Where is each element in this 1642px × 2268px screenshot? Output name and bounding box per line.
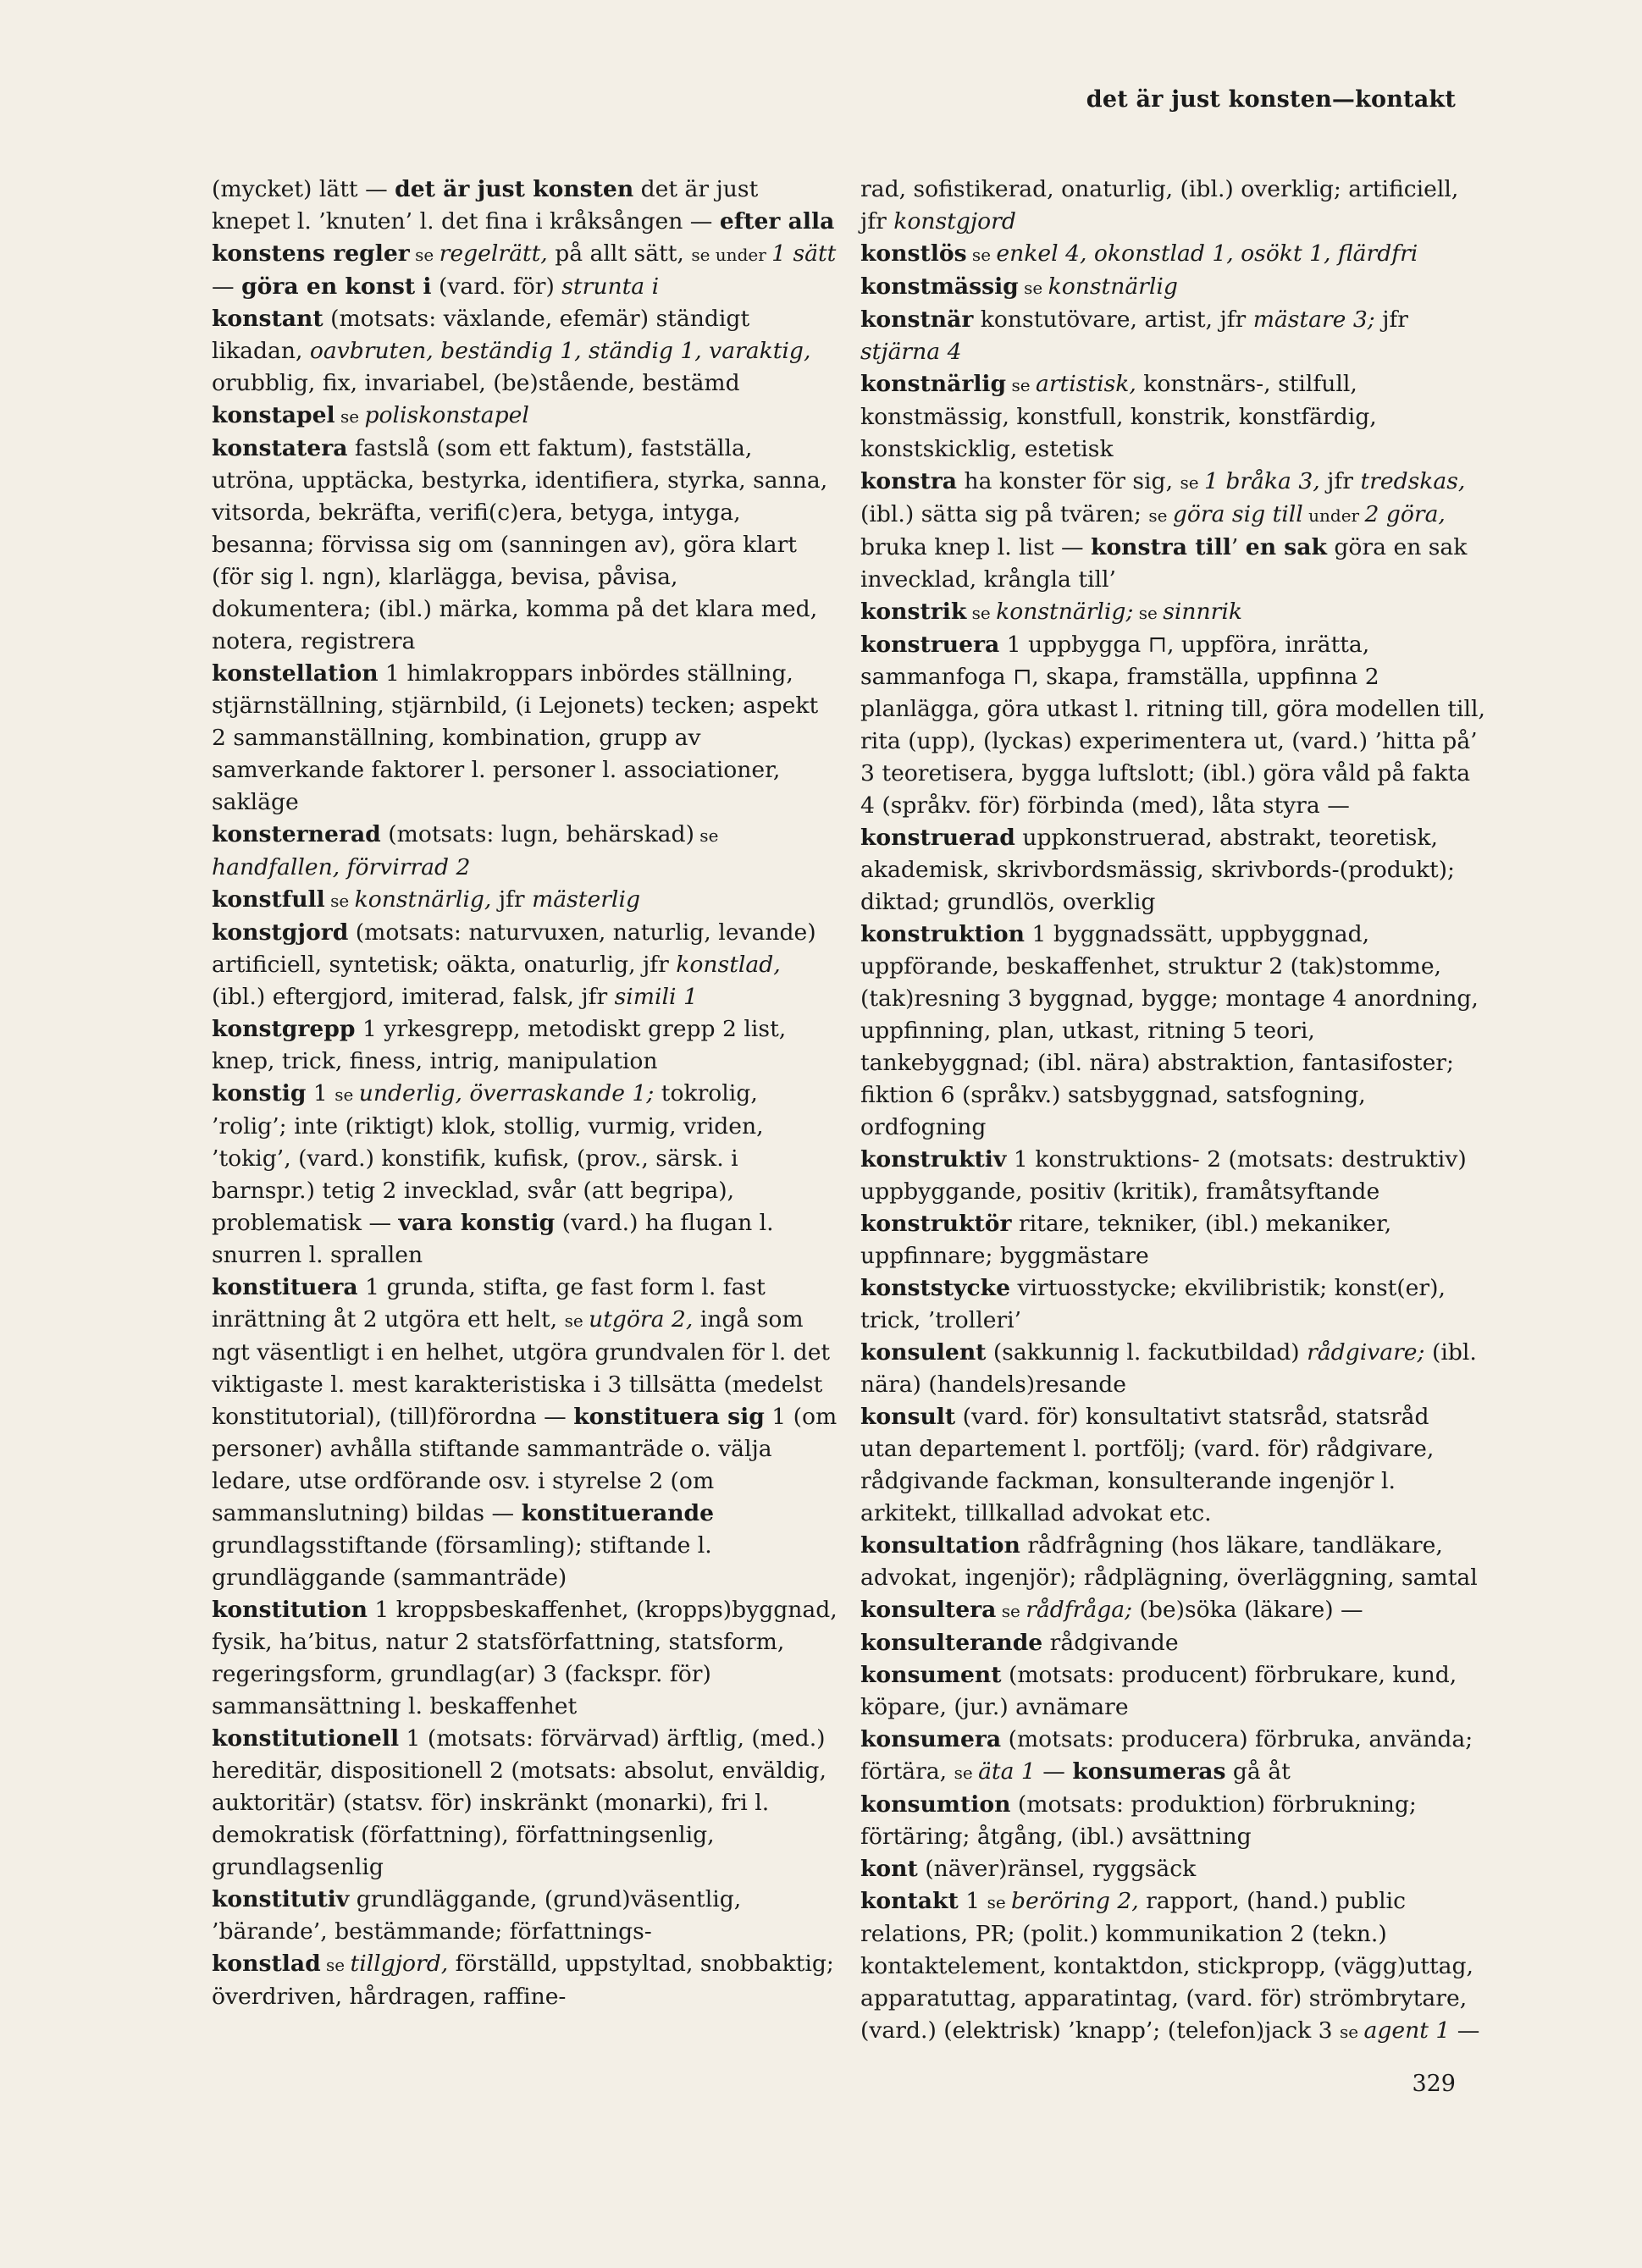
entry-text: 2 göra,: [1364, 501, 1446, 527]
entry-text: se: [409, 245, 440, 265]
entry-text: (motsats: lugn, behärskad): [380, 821, 694, 847]
entry-text: 1 kroppsbeskaffenhet, (kropps)byggnad, fysik, ha’bitus, natur 2 statsförfattning, statsform, regeringsform, grundlag(ar) 3 (fackspr. för) sammansättning l. beskaffenhet: [212, 1597, 838, 1719]
entry-text: se: [334, 1084, 359, 1105]
entry-headword: konstatera: [212, 435, 348, 461]
entry-text: göra sig till: [1172, 501, 1303, 527]
entry-headword: konstitutionell: [212, 1725, 400, 1752]
entry-headword: konstlös: [860, 240, 967, 267]
entry-text: rådfråga;: [1026, 1597, 1133, 1623]
entry-text: se: [1018, 278, 1048, 298]
entry-headword: konstituera: [212, 1274, 358, 1300]
entry-text: rådgivande: [1042, 1630, 1179, 1656]
entry-text: konstituerande: [521, 1500, 715, 1526]
entry-text: orubblig, fix, invariabel, (be)stående, bestämd: [212, 370, 740, 396]
dictionary-entry: [212, 1272, 838, 1594]
entry-headword: konstig: [212, 1080, 307, 1106]
dictionary-entry: [860, 238, 1487, 271]
dictionary-entry: [860, 466, 1487, 596]
right-column: [860, 174, 1487, 2048]
entry-text: (motsats: producera) förbruka, använda; förtära,: [860, 1726, 1473, 1785]
entry-text: rapport, (hand.) public relations, PR; (polit.) kommunikation 2 (tekn.) kontaktelement, kontaktdon, stickpropp, (vägg)uttag, apparatuttag, apparatintag, (vard. för) strömbrytare, (vard.) (elektrisk) ’knapp’; (telefon)jack 3: [860, 1888, 1473, 2044]
entry-text: tillgjord,: [350, 1951, 449, 1977]
entry-text: (näver)ränsel, ryggsäck: [917, 1856, 1197, 1882]
entry-text: poliskonstapel: [364, 402, 529, 428]
entry-text: konstnärlig: [1048, 273, 1178, 300]
entry-headword: konstant: [212, 306, 323, 332]
dictionary-entry: [860, 1401, 1487, 1530]
entry-text: fastslå (som ett faktum), fastställa, utröna, upptäcka, bestyrka, identifiera, styrka, sanna, vitsorda, bekräfta, verifi(c)era, betyga, intyga, besanna; förvissa sig om (sanningen av), göra klart (för sig l. ngn), klarlägga, bevisa, påvisa, dokumentera; (ibl.) märka, komma på det klara med, notera, registrera: [212, 435, 828, 654]
entry-text: bruka knep l. list —: [860, 534, 1092, 560]
entry-text: oavbruten, beständig 1, ständig 1, varaktig,: [309, 338, 811, 364]
entry-text: utgöra 2,: [589, 1306, 694, 1333]
entry-text: göra en konst i: [241, 273, 432, 300]
entry-text: virtuosstycke; ekvilibristik; konst(er), trick, ’trolleri’: [860, 1275, 1446, 1333]
dictionary-entry: [212, 433, 838, 658]
entry-headword: konstnärlig: [860, 371, 1007, 397]
entry-headword: konstruera: [860, 632, 1000, 658]
dictionary-entry: [860, 304, 1487, 368]
entry-text: se: [1006, 375, 1036, 395]
entry-text: konstnärs-, stilfull, konstmässig, konstfull, konstrik, konstfärdig, konstskicklig, estetisk: [860, 371, 1377, 462]
entry-headword: konsument: [860, 1662, 1002, 1688]
entry-text: (motsats: producent) förbrukare, kund, köpare, (jur.) avnämare: [860, 1662, 1457, 1720]
left-column: [212, 174, 838, 2013]
entry-text: se: [694, 825, 719, 846]
dictionary-entry: [212, 1723, 838, 1884]
entry-text: 1 byggnadssätt, uppbyggnad, uppförande, beskaffenhet, struktur 2 (tak)stomme, (tak)resning 3 byggnad, bygge; montage 4 anordning, uppfinning, plan, utkast, ritning 5 teori, tankebyggnad; (ibl. nära) abstraktion, fantasifoster; fiktion 6 (språkv.) satsbyggnad, satsfogning, ordfogning: [860, 921, 1479, 1140]
entry-text: gå åt: [1225, 1758, 1291, 1785]
dictionary-entry: [860, 1144, 1487, 1208]
dictionary-entry: [860, 1337, 1487, 1401]
entry-text: det är just knepet l. ’knuten’ l. det fina i kråksången —: [212, 176, 759, 235]
entry-text: konsumeras: [1072, 1758, 1226, 1785]
entry-text: en sak: [1245, 534, 1327, 560]
entry-text: 1 bråka 3,: [1203, 468, 1320, 494]
entry-text: (ibl. nära) (handels)resande: [860, 1339, 1477, 1398]
entry-text: stjärna 4: [860, 339, 962, 365]
entry-headword: konstmässig: [860, 273, 1019, 300]
entry-text: vara konstig: [398, 1210, 556, 1236]
entry-text: (vard. för) konsultativt statsråd, statsråd utan departement l. portfölj; (vard. för) rådgivare, rådgivande fackman, konsulterande ingenjör l. arkitekt, tillkallad advokat etc.: [860, 1404, 1435, 1526]
entry-text: (vard. för): [431, 273, 562, 300]
entry-text: —: [212, 273, 242, 300]
entry-headword: konstlad: [212, 1951, 321, 1977]
dictionary-entry: [860, 1530, 1487, 1594]
entry-headword: konsumtion: [860, 1791, 1011, 1818]
dictionary-entry: [212, 1948, 838, 2013]
dictionary-entry: [212, 1594, 838, 1723]
entry-text: strunta i: [561, 273, 660, 300]
dictionary-entry: [212, 1078, 838, 1272]
entry-text: (motsats: naturvuxen, naturlig, levande) artificiell, syntetisk; oäkta, onaturlig, jfr: [212, 919, 816, 978]
dictionary-entry: [860, 1885, 1487, 2048]
dictionary-entry: [860, 1659, 1487, 1724]
entry-text: på allt sätt,: [547, 240, 692, 267]
entry-text: se: [1180, 472, 1204, 493]
entry-text: 1: [306, 1080, 335, 1106]
entry-text: 1 sätt: [771, 240, 837, 267]
dictionary-entry: [212, 884, 838, 917]
entry-text: artistisk,: [1035, 371, 1136, 397]
entry-text: rad, sofistikerad, onaturlig, (ibl.) overklig; artificiell, jfr: [860, 176, 1459, 235]
entry-text: 1 (motsats: förvärvad) ärftlig, (med.) hereditär, dispositionell 2 (motsats: absolut, enväldig, auktoritär) (statsv. för) inskränkt (monarki), fri l. demokratisk (författning), författningsenlig, grundlagsenlig: [212, 1725, 827, 1880]
dictionary-entry: [212, 400, 838, 433]
entry-headword: konstrik: [860, 599, 967, 625]
entry-text: ritare, tekniker, (ibl.) mekaniker, uppfinnare; byggmästare: [860, 1211, 1392, 1269]
entry-text: 1 himlakroppars inbördes ställning, stjärnställning, stjärnbild, (i Lejonets) tecken; aspekt 2 sammanställning, kombination, grupp av samverkande faktorer l. personer l. associationer, sakläge: [212, 660, 819, 815]
entry-text: 1 konstruktions- 2 (motsats: destruktiv) uppbyggande, positiv (kritik), framåtsyftande: [860, 1146, 1467, 1205]
dictionary-entry: [860, 368, 1487, 466]
entry-text: se: [324, 891, 355, 911]
entry-text: sinnrik: [1163, 599, 1242, 625]
dictionary-entry: [212, 819, 838, 884]
entry-headword: kont: [860, 1856, 918, 1882]
entry-text: se: [334, 406, 365, 427]
entry-text: jfr: [1319, 468, 1361, 494]
entry-text: under: [1302, 505, 1365, 526]
entry-text: konstlad,: [676, 952, 781, 978]
entry-text: konstnärlig;: [996, 599, 1134, 625]
entry-text: 1 grunda, stifta, ge fast form l. fast inrättning åt 2 utgöra ett helt,: [212, 1274, 766, 1333]
dictionary-entry: [860, 271, 1487, 304]
entry-text: grundlagsstiftande (församling); stiftande l. grundläggande (sammanträde): [212, 1532, 712, 1591]
entry-text: jfr: [491, 886, 533, 913]
entry-text: konstgjord: [893, 208, 1016, 235]
entry-headword: konstra: [860, 468, 957, 494]
entry-headword: konsternerad: [212, 821, 381, 847]
entry-text: se: [1133, 603, 1164, 623]
entry-text: se under: [691, 245, 772, 265]
entry-headword: konstruktör: [860, 1211, 1012, 1237]
entry-headword: konststycke: [860, 1275, 1011, 1301]
entry-headword: kontakt: [860, 1888, 959, 1914]
entry-text: ingå som ngt väsentligt i en helhet, utgöra grundvalen för l. det viktigaste l. mest karakteristiska i 3 tillsätta (medelst konstitutorial), (till)förordna —: [212, 1306, 831, 1430]
entry-text: —: [1450, 2017, 1480, 2044]
entry-headword: konsultation: [860, 1532, 1020, 1559]
entry-text: enkel 4, okonstlad 1, osökt 1, flärdfri: [996, 240, 1418, 267]
entry-text: se: [966, 603, 997, 623]
entry-text: se: [564, 1311, 589, 1331]
dictionary-entry: [860, 919, 1487, 1144]
entry-headword: konstruktiv: [860, 1146, 1007, 1173]
entry-text: se: [966, 245, 997, 265]
dictionary-entry: [212, 1884, 838, 1948]
entry-text: tredskas,: [1360, 468, 1466, 494]
entry-text: 1 uppbygga ⊓, uppföra, inrätta, sammanfoga ⊓, skapa, framställa, uppfinna 2 planlägga, göra utkast l. ritning till, göra modellen till, rita (upp), (lyckas) experimentera ut, (vard.) ’hitta på’ 3 teoretisera, bygga luftslott; (ibl.) göra våld på fakta 4 (språkv. för) förbinda (med), låta styra —: [860, 632, 1486, 819]
entry-text: tokrolig, ’rolig’; inte (riktigt) klok, stollig, vurmig, vriden, ’tokig’, (vard.) konstifik, kufisk, (prov., särsk. i barnspr.) tetig 2 invecklad, svår (att begripa), problematisk —: [212, 1080, 764, 1236]
entry-text: det är just konsten: [395, 176, 634, 202]
entry-text: (mycket) lätt —: [212, 176, 395, 202]
entry-text: mästare 3;: [1252, 306, 1375, 333]
entry-text: efter alla konstens regler: [212, 208, 835, 267]
entry-text: se: [320, 1955, 351, 1975]
dictionary-entry: [860, 1272, 1487, 1337]
entry-text: beröring 2,: [1011, 1888, 1139, 1914]
entry-text: (ibl.) eftergjord, imiterad, falsk, jfr: [212, 984, 615, 1010]
entry-text: grundläggande, (grund)väsentlig, ’bärande’, bestämmande; författnings-: [212, 1886, 742, 1945]
entry-text: göra en sak invecklad, krångla till’: [860, 534, 1468, 593]
entry-headword: konsulent: [860, 1339, 987, 1366]
entry-text: (be)söka (läkare) —: [1132, 1597, 1363, 1623]
entry-text: (ibl.) sätta sig på tvären;: [860, 501, 1149, 527]
entry-text: rådgivare;: [1307, 1339, 1425, 1366]
entry-text: konstituera sig: [573, 1404, 765, 1430]
entry-headword: konsultera: [860, 1597, 997, 1623]
entry-headword: konsult: [860, 1404, 956, 1430]
page-number: 329: [1412, 2071, 1456, 2097]
dictionary-entry: [212, 917, 838, 1013]
entry-text: konsulterande: [860, 1630, 1043, 1656]
entry-text: regelrätt,: [439, 240, 548, 267]
entry-text: underlig, överraskande 1;: [358, 1080, 655, 1106]
entry-text: handfallen, förvirrad 2: [212, 854, 471, 880]
entry-text: (motsats: produktion) förbrukning; förtäring; åtgång, (ibl.) avsättning: [860, 1791, 1417, 1850]
entry-text: se: [996, 1601, 1026, 1621]
entry-headword: konstellation: [212, 660, 379, 687]
entry-text: 1 (om personer) avhålla stiftande sammanträde o. välja ledare, utse ordförande osv. i styrelse 2 (om sammanslutning) bildas —: [212, 1404, 838, 1526]
entry-text: konstnärlig,: [354, 886, 492, 913]
entry-text: (vard.) ha flugan l. snurren l. sprallen: [212, 1210, 774, 1268]
entry-continuation: [212, 174, 838, 303]
entry-text: ’: [1230, 534, 1246, 560]
entry-text: rådfrågning (hos läkare, tandläkare, advokat, ingenjör); rådplägning, överläggning, samtal: [860, 1532, 1478, 1591]
entry-text: se: [987, 1892, 1012, 1912]
entry-continuation: [860, 174, 1487, 238]
dictionary-entry: [860, 629, 1487, 919]
entry-text: —: [1035, 1758, 1073, 1785]
entry-text: se: [1340, 2022, 1364, 2042]
entry-text: förställd, uppstyltad, snobbaktig; överdriven, hårdragen, raffine-: [212, 1951, 834, 2010]
entry-text: (motsats: växlande, efemär) ständigt likadan,: [212, 306, 750, 364]
entry-text: se: [1148, 505, 1173, 526]
running-head: det är just konsten—kontakt: [1086, 86, 1456, 113]
entry-text: 1 yrkesgrepp, metodiskt grepp 2 list, knep, trick, finess, intrig, manipulation: [212, 1016, 787, 1074]
dictionary-entry: [860, 1724, 1487, 1789]
dictionary-entry: [212, 658, 838, 819]
dictionary-entry: [212, 303, 838, 400]
entry-text: simili 1: [614, 984, 698, 1010]
entry-text: äta 1: [978, 1758, 1036, 1785]
entry-headword: konstnär: [860, 306, 974, 333]
dictionary-entry: [212, 1013, 838, 1078]
dictionary-entry: [860, 596, 1487, 629]
entry-text: se: [954, 1763, 979, 1783]
entry-headword: konsumera: [860, 1726, 1002, 1752]
entry-text: 1: [958, 1888, 987, 1914]
entry-headword: konstitution: [212, 1597, 368, 1623]
dictionary-entry: [860, 1208, 1487, 1272]
entry-headword: konstitutiv: [212, 1886, 350, 1912]
dictionary-entry: [860, 1853, 1487, 1885]
entry-text: konstra till: [1091, 534, 1231, 560]
entry-text: (sakkunnig l. fackutbildad): [986, 1339, 1308, 1366]
entry-text: agent 1: [1363, 2017, 1451, 2044]
entry-headword: konstapel: [212, 402, 335, 428]
entry-headword: konstgrepp: [212, 1016, 356, 1042]
entry-headword: konstgjord: [212, 919, 349, 946]
entry-text: uppkonstruerad, abstrakt, teoretisk, akademisk, skrivbordsmässig, skrivbords-(produkt); diktad; grundlös, overklig: [860, 825, 1456, 915]
entry-text: jfr: [1374, 306, 1409, 333]
entry-text: konstruerad: [860, 825, 1015, 851]
entry-text: ha konster för sig,: [957, 468, 1180, 494]
entry-text: konstutövare, artist, jfr: [973, 306, 1253, 333]
dictionary-entry: [860, 1594, 1487, 1659]
entry-text: mästerlig: [532, 886, 640, 913]
entry-headword: konstfull: [212, 886, 325, 913]
entry-headword: konstruktion: [860, 921, 1025, 947]
dictionary-entry: [860, 1789, 1487, 1853]
